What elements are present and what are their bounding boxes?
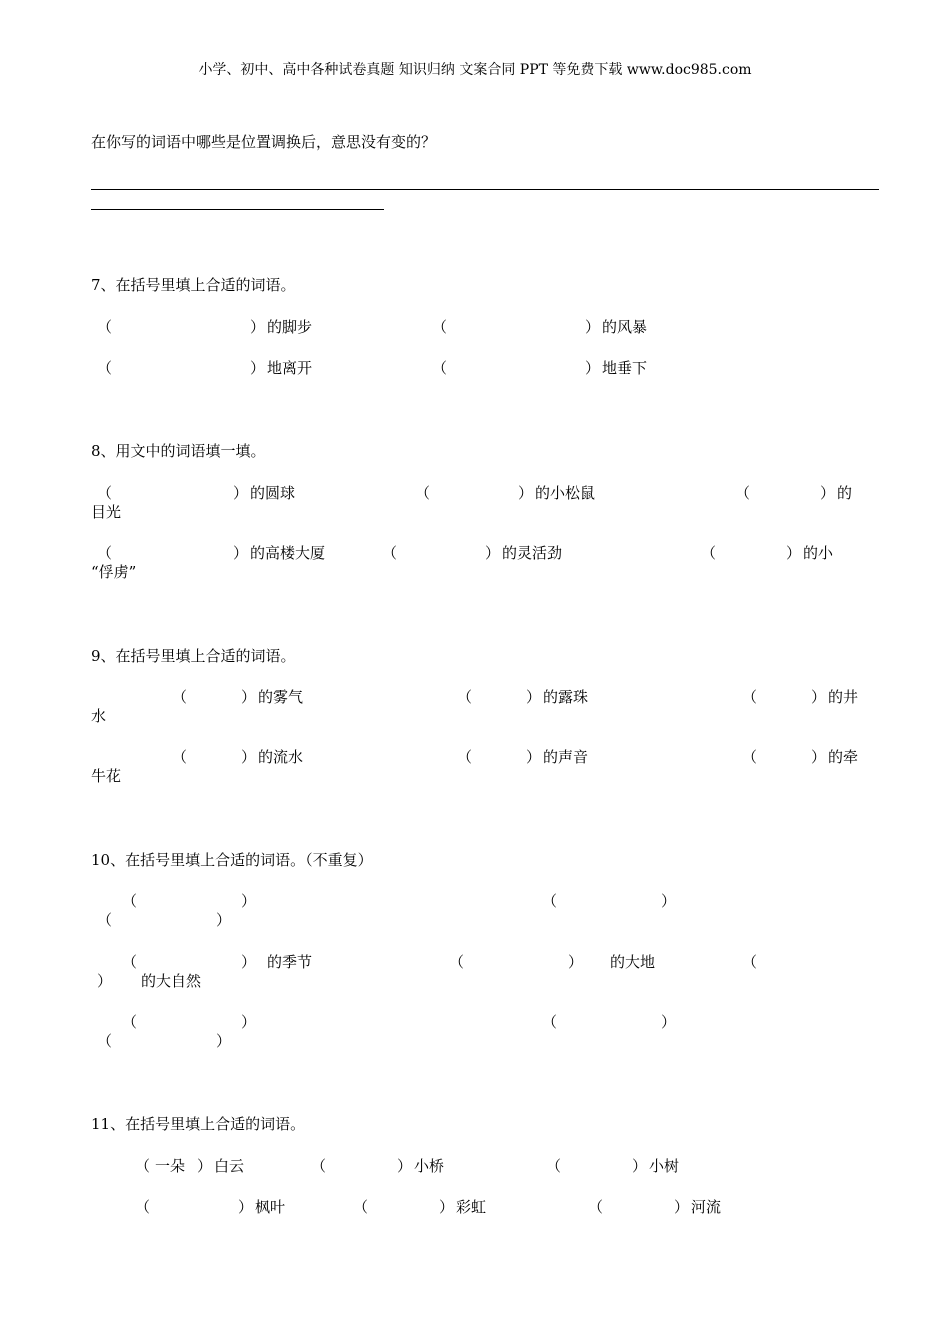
- blank-close[interactable]: ）: [241, 1013, 257, 1031]
- blank-close[interactable]: ）: [661, 892, 677, 910]
- q6-prompt: 在你写的词语中哪些是位置调换后，意思没有变的？: [91, 133, 437, 151]
- item-label: 的牵: [828, 748, 859, 766]
- item-label: 的圆球: [250, 484, 296, 502]
- item-label-wrap: 水: [91, 707, 107, 725]
- item-label: 的灵活劲: [502, 544, 563, 562]
- item-label: 的高楼大厦: [250, 544, 326, 562]
- blank-open[interactable]: （: [135, 1198, 151, 1216]
- item-label-wrap: “俘虏”: [91, 563, 137, 581]
- answer-line-2[interactable]: [91, 209, 384, 210]
- item-label-wrap: 目光: [91, 503, 122, 521]
- blank-close[interactable]: ）: [485, 544, 501, 562]
- blank-open[interactable]: （: [742, 748, 758, 766]
- blank-close[interactable]: ）: [216, 911, 232, 929]
- blank-open[interactable]: （: [457, 748, 473, 766]
- blank-close[interactable]: ）: [439, 1198, 455, 1216]
- q11-title: 11、在括号里填上合适的词语。: [91, 1115, 306, 1133]
- blank-open[interactable]: （: [742, 953, 758, 971]
- blank-close[interactable]: ）: [250, 359, 266, 377]
- blank-close[interactable]: ）: [661, 1013, 677, 1031]
- item-label: 的小松鼠: [535, 484, 596, 502]
- item-label: 枫叶: [255, 1198, 286, 1216]
- item-label: 白云: [214, 1157, 245, 1175]
- item-label: 的流水: [258, 748, 304, 766]
- blank-open[interactable]: （: [449, 953, 465, 971]
- q9-title: 9、在括号里填上合适的词语。: [91, 647, 296, 665]
- blank-close[interactable]: ）: [632, 1157, 648, 1175]
- blank-open[interactable]: （: [353, 1198, 369, 1216]
- item-label: 地垂下: [602, 359, 648, 377]
- blank-close[interactable]: ）: [241, 688, 257, 706]
- item-label: 的大地: [610, 953, 656, 971]
- blank-close[interactable]: ）: [811, 688, 827, 706]
- q7-title: 7、在括号里填上合适的词语。: [91, 276, 296, 294]
- blank-open[interactable]: （: [97, 318, 113, 336]
- item-label: 的露珠: [543, 688, 589, 706]
- blank-close[interactable]: ）: [250, 318, 266, 336]
- item-label: 的季节: [267, 953, 313, 971]
- blank-open[interactable]: （: [172, 688, 188, 706]
- blank-close[interactable]: ）: [197, 1157, 213, 1175]
- blank-open[interactable]: （: [97, 1032, 113, 1050]
- blank-close[interactable]: ）: [568, 953, 584, 971]
- blank-open[interactable]: （: [382, 544, 398, 562]
- blank-close[interactable]: ）: [238, 1198, 254, 1216]
- item-label-wrap: 牛花: [91, 767, 122, 785]
- blank-open[interactable]: （: [588, 1198, 604, 1216]
- blank-open[interactable]: （: [135, 1157, 151, 1175]
- page-header: 小学、初中、高中各种试卷真题 知识归纳 文案合同 PPT 等免费下载 www.doc985.com: [198, 62, 752, 78]
- blank-open[interactable]: （: [415, 484, 431, 502]
- blank-close[interactable]: ）: [820, 484, 836, 502]
- item-label: 的脚步: [267, 318, 313, 336]
- blank-open[interactable]: （: [742, 688, 758, 706]
- blank-open[interactable]: （: [97, 544, 113, 562]
- blank-open[interactable]: （: [542, 892, 558, 910]
- blank-open[interactable]: （: [701, 544, 717, 562]
- blank-open[interactable]: （: [97, 911, 113, 929]
- blank-close[interactable]: ）: [811, 748, 827, 766]
- blank-close[interactable]: ）: [241, 953, 257, 971]
- item-label: 的小: [803, 544, 834, 562]
- blank-close[interactable]: ）: [526, 748, 542, 766]
- blank-close[interactable]: ）: [585, 318, 601, 336]
- blank-open[interactable]: （: [122, 892, 138, 910]
- blank-close[interactable]: ）: [233, 544, 249, 562]
- blank-open[interactable]: （: [432, 318, 448, 336]
- blank-open[interactable]: （: [542, 1013, 558, 1031]
- blank-open[interactable]: （: [457, 688, 473, 706]
- blank-open[interactable]: （: [122, 1013, 138, 1031]
- blank-open[interactable]: （: [311, 1157, 327, 1175]
- blank-open[interactable]: （: [735, 484, 751, 502]
- blank-open[interactable]: （: [122, 953, 138, 971]
- item-label: 的声音: [543, 748, 589, 766]
- blank-close[interactable]: ）: [585, 359, 601, 377]
- blank-close[interactable]: ）: [786, 544, 802, 562]
- item-label: 小树: [649, 1157, 680, 1175]
- blank-close[interactable]: ）: [518, 484, 534, 502]
- blank-open[interactable]: （: [172, 748, 188, 766]
- q8-title: 8、用文中的词语填一填。: [91, 442, 266, 460]
- blank-close[interactable]: ）: [397, 1157, 413, 1175]
- q10-title: 10、在括号里填上合适的词语。（不重复）: [91, 851, 373, 869]
- blank-close[interactable]: ）: [216, 1032, 232, 1050]
- item-label: 的风暴: [602, 318, 648, 336]
- item-label: 的: [837, 484, 853, 502]
- blank-open[interactable]: （: [546, 1157, 562, 1175]
- item-label: 小桥: [414, 1157, 445, 1175]
- item-label: 彩虹: [456, 1198, 487, 1216]
- blank-close[interactable]: ）: [241, 748, 257, 766]
- blank-close[interactable]: ）: [97, 972, 113, 990]
- answer-line-1[interactable]: [91, 189, 879, 190]
- item-label: 的井: [828, 688, 859, 706]
- blank-open[interactable]: （: [97, 484, 113, 502]
- item-label: 地离开: [267, 359, 313, 377]
- blank-close[interactable]: ）: [674, 1198, 690, 1216]
- item-label: 的大自然: [141, 972, 202, 990]
- item-label: 河流: [691, 1198, 722, 1216]
- blank-close[interactable]: ）: [233, 484, 249, 502]
- example-answer: 一朵: [155, 1157, 186, 1175]
- blank-close[interactable]: ）: [526, 688, 542, 706]
- blank-open[interactable]: （: [97, 359, 113, 377]
- blank-close[interactable]: ）: [241, 892, 257, 910]
- blank-open[interactable]: （: [432, 359, 448, 377]
- item-label: 的雾气: [258, 688, 304, 706]
